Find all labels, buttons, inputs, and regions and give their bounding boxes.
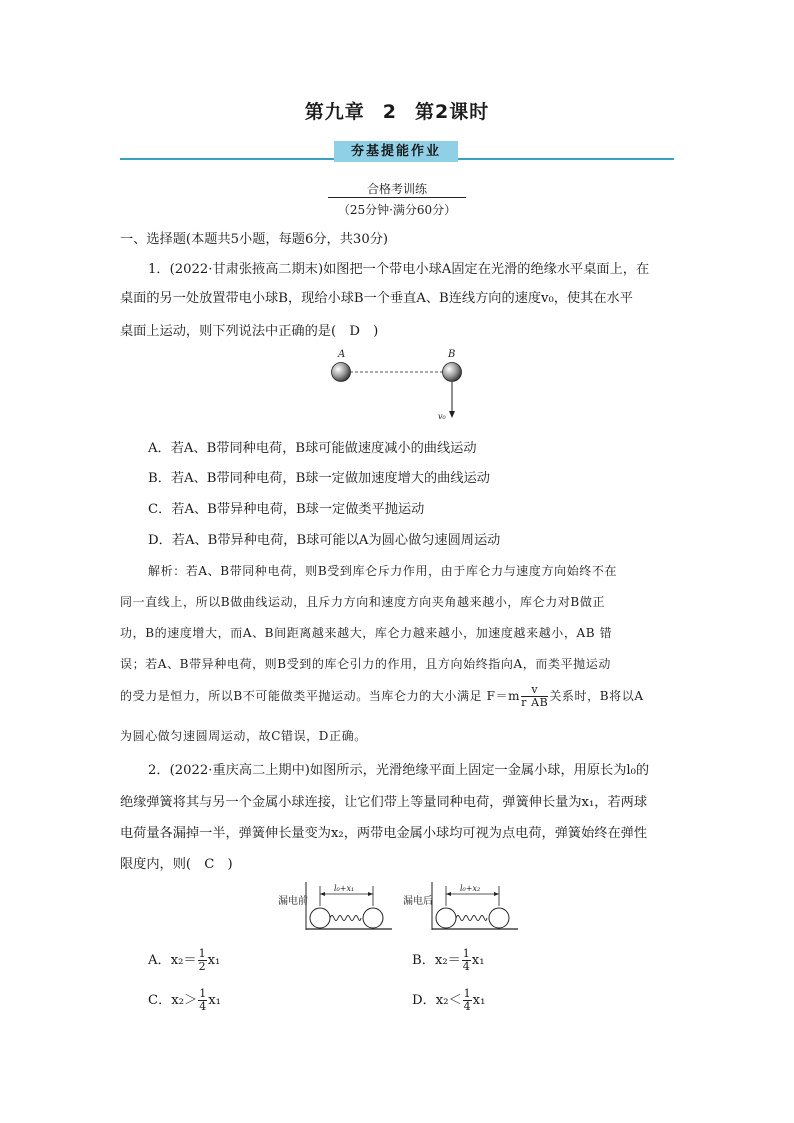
q1-line1: 1．(2022·甘肃张掖高二期末)如图把一个带电小球A固定在光滑的绝缘水平桌面上，在 — [148, 262, 650, 277]
label-v0: v₀ — [438, 412, 446, 421]
q2-line3: 电荷量各漏掉一半，弹簧伸长量变为x₂，两带电金属小球均可视为点电荷，弹簧始终在弹性 — [120, 826, 648, 841]
q1-explanation-4: 误；若A、B带异种电荷，则B受到的库仑引力的作用，且方向始终指向A，而类平抛运动 — [120, 657, 611, 671]
q1-explanation-1: 解析：若A、B带同种电荷，则B受到库仑斥力作用，由于库仑力与速度方向始终不在 — [148, 564, 618, 578]
section-heading: 一、选择题(本题共5小题，每题6分，共30分) — [120, 232, 389, 247]
before-label: 漏电前 — [278, 896, 308, 907]
fraction-denominator: 4 — [463, 1000, 471, 1013]
spring-after — [456, 916, 487, 921]
q2-line4: 限度内，则( C ) — [120, 857, 233, 872]
fraction-denominator: r AB — [521, 696, 549, 709]
fixed-ball-after — [436, 908, 456, 928]
section-number: 2 — [382, 101, 397, 123]
lesson-label: 第2课时 — [415, 101, 490, 123]
q1-explanation-5 — [120, 684, 676, 709]
label-a: A — [338, 349, 346, 360]
fraction-numerator: 1 — [462, 947, 470, 960]
q2-figure — [272, 880, 522, 932]
banner-badge: 夯基提能作业 — [334, 141, 458, 162]
q2-option-a-suffix: x₁ — [207, 953, 221, 968]
fraction-numerator: 1 — [198, 947, 206, 960]
q2-option-b-suffix: x₁ — [471, 953, 485, 968]
fraction-numerator: v — [521, 684, 548, 697]
q2-option-b-fraction — [462, 948, 471, 973]
q2-option-d-suffix: x₁ — [472, 993, 486, 1008]
q2-option-d-prefix: D．x₂＜ — [412, 993, 462, 1008]
q2-line1: 2．(2022·重庆高二上期中)如图所示，光滑绝缘平面上固定一金属小球，用原长为l₀的 — [148, 763, 650, 778]
moving-ball-before — [363, 908, 383, 928]
q2-option-d-fraction — [463, 988, 472, 1013]
fixed-ball-before — [310, 908, 330, 928]
spring-before — [330, 916, 361, 921]
fraction-denominator: 2 — [198, 960, 206, 973]
q2-option-c-prefix: C．x₂＞ — [148, 993, 198, 1008]
formula-fraction — [521, 684, 548, 709]
fraction-denominator: 4 — [462, 960, 470, 973]
q1-figure — [326, 343, 476, 423]
q2-option-b-prefix: B．x₂＝ — [412, 953, 461, 968]
moving-ball-after — [489, 908, 509, 928]
page-title — [0, 97, 794, 124]
q2-option-a-prefix: A．x₂＝ — [148, 953, 197, 968]
q1-explanation-5b: 关系时，B将以A — [549, 689, 644, 703]
q1-explanation-5a: 的受力是恒力，所以B不可能做类平抛运动。当库仑力的大小满足 F＝m — [120, 689, 521, 703]
q2-option-c — [148, 988, 221, 1013]
time-score: （25分钟·满分60分） — [337, 203, 457, 217]
q2-option-a — [148, 948, 220, 973]
q2-option-c-suffix: x₁ — [208, 993, 221, 1008]
q1-option-c: C．若A、B带异种电荷，B球一定做类平抛运动 — [148, 502, 425, 517]
q2-option-a-fraction — [198, 948, 207, 973]
label-b: B — [448, 349, 456, 360]
q1-explanation-6: 为圆心做匀速圆周运动，故C错误，D正确。 — [120, 729, 367, 743]
q1-option-d: D．若A、B带异种电荷，B球可能以A为圆心做匀速圆周运动 — [148, 533, 501, 548]
training-title: 合格考训练 — [366, 182, 427, 196]
q2-line2: 绝缘弹簧将其与另一个金属小球连接，让它们带上等量同种电荷，弹簧伸长量为x₁，若两球 — [120, 795, 648, 810]
after-label: 漏电后 — [403, 896, 433, 907]
q2-option-b — [412, 948, 485, 973]
q2-option-c-fraction — [198, 988, 207, 1013]
fraction-numerator: 1 — [199, 987, 207, 1000]
q2-option-d — [412, 988, 485, 1013]
chapter-label: 第九章 — [304, 101, 365, 123]
ball-a — [332, 363, 351, 382]
q1-explanation-2: 同一直线上，所以B做曲线运动，且斥力方向和速度方向夹角越来越小，库仑力对B做正 — [120, 595, 606, 609]
fraction-denominator: 4 — [199, 1000, 207, 1013]
q1-explanation-3: 功，B的速度增大，而A、B间距离越来越大，库仑力越来越小，加速度越来越小，AB 错 — [120, 626, 613, 640]
fraction-numerator: 1 — [463, 987, 471, 1000]
before-length: l₀+x₁ — [334, 884, 355, 893]
q1-line2: 桌面的另一处放置带电小球B，现给小球B一个垂直A、B连线方向的速度v₀，使其在水平 — [120, 291, 633, 306]
q1-line3: 桌面上运动，则下列说法中正确的是( D ) — [120, 324, 379, 339]
velocity-arrowhead — [449, 411, 455, 418]
subheader-divider — [328, 197, 466, 198]
ball-b — [443, 363, 462, 382]
q1-option-b: B．若A、B带同种电荷，B球一定做加速度增大的曲线运动 — [148, 471, 490, 486]
q1-option-a: A．若A、B带同种电荷，B球可能做速度减小的曲线运动 — [148, 441, 477, 456]
after-length: l₀+x₂ — [460, 884, 481, 893]
